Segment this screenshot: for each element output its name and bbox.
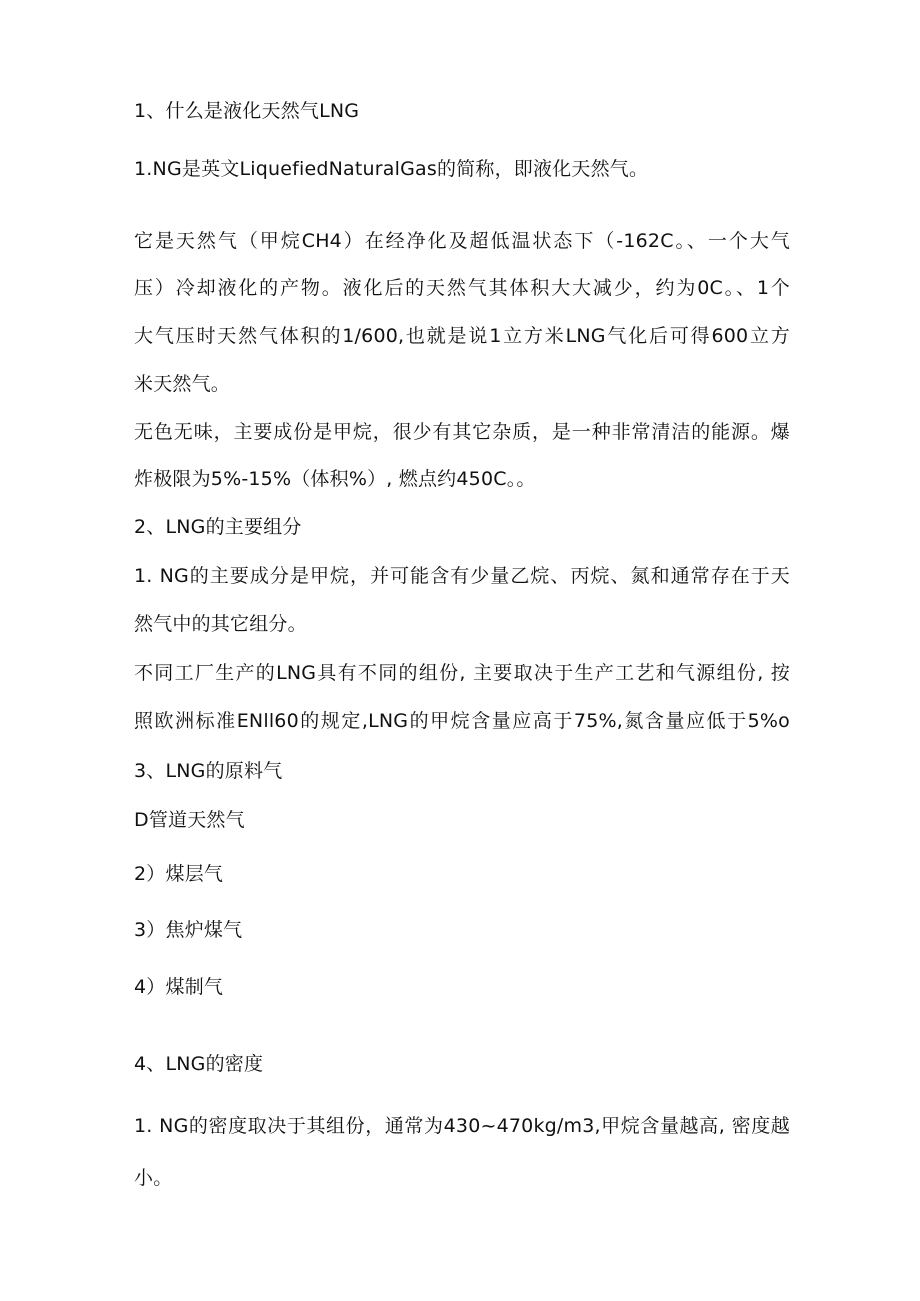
paragraph-line: 1.NG是英文LiquefiedNaturalGas的简称，即液化天然气。: [134, 158, 649, 180]
paragraph-line: 小。: [134, 1167, 173, 1189]
section-heading-3: 3、LNG的原料气: [134, 760, 283, 782]
paragraph-line: 它是天然气（甲烷CH4）在经净化及超低温状态下（-162C。、一个大气: [134, 230, 790, 252]
paragraph-line: 大气压时天然气体积的1/600,也就是说1立方米LNG气化后可得600立方: [134, 325, 790, 347]
paragraph-line: 1. NG的密度取决于其组份，通常为430~470kg∕m3,甲烷含量越高, 密度越: [134, 1115, 790, 1137]
paragraph-line: 炸极限为5%-15%（体积%）, 燃点约450C。。: [134, 468, 536, 490]
section-heading-1: 1、什么是液化天然气LNG: [134, 100, 360, 122]
list-item: 3）焦炉煤气: [134, 919, 243, 941]
paragraph-line: 1. NG的主要成分是甲烷，并可能含有少量乙烷、丙烷、氮和通常存在于天: [134, 565, 790, 587]
list-item: 4）煤制气: [134, 976, 224, 998]
list-item: D管道天然气: [134, 809, 245, 831]
paragraph-line: 压）冷却液化的产物。液化后的天然气其体积大大减少，约为0C。、1个: [134, 277, 790, 299]
paragraph-line: 无色无味，主要成份是甲烷，很少有其它杂质，是一种非常清洁的能源。爆: [134, 421, 790, 443]
section-heading-4: 4、LNG的密度: [134, 1053, 264, 1075]
paragraph-line: 米天然气。: [134, 373, 231, 395]
paragraph-line: 然气中的其它组分。: [134, 613, 307, 635]
paragraph-line: 照欧洲标准ENll60的规定,LNG的甲烷含量应高于75%,氮含量应低于5%o: [134, 710, 790, 732]
section-heading-2: 2、LNG的主要组分: [134, 516, 302, 538]
list-item: 2）煤层气: [134, 863, 224, 885]
paragraph-line: 不同工厂生产的LNG具有不同的组份, 主要取决于生产工艺和气源组份, 按: [134, 662, 790, 684]
